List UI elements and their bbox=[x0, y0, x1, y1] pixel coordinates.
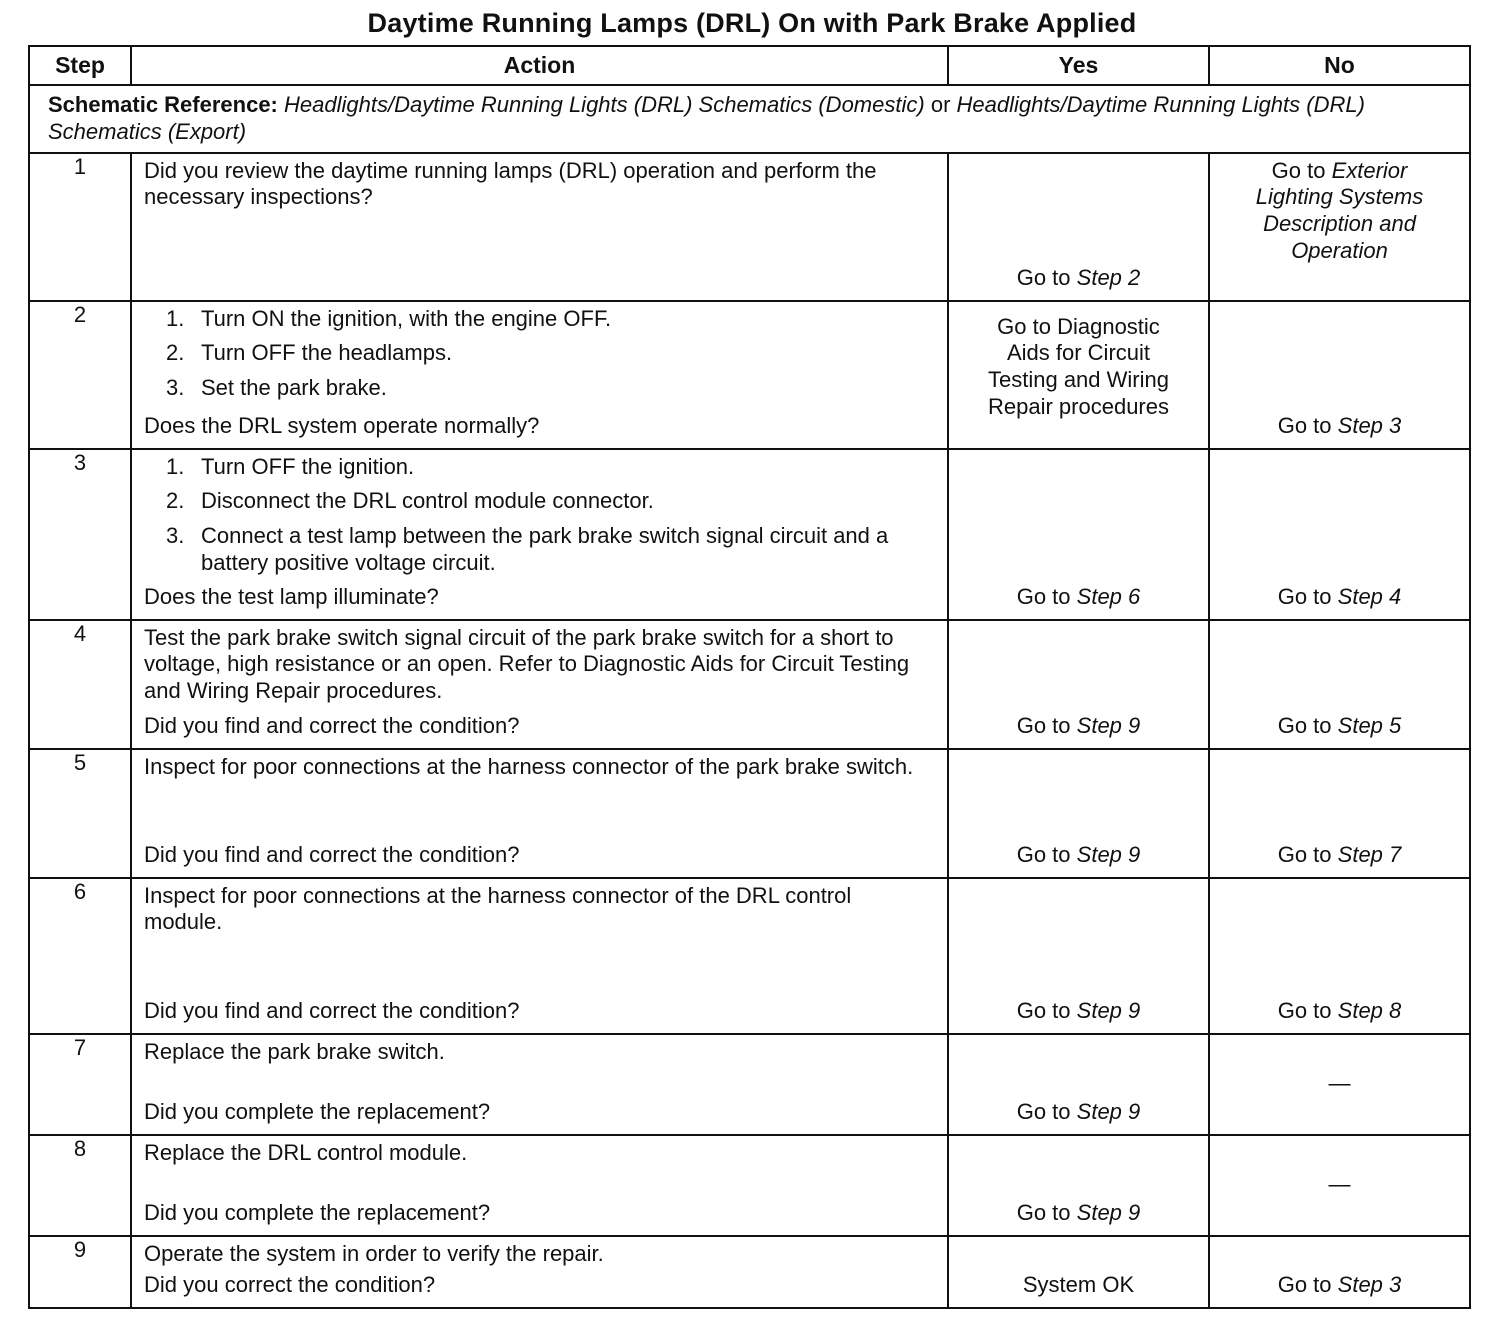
yes-cell bbox=[948, 153, 1209, 301]
step-number: 4 bbox=[29, 620, 131, 749]
yes-answer: Go to Step 2 bbox=[1016, 264, 1141, 290]
no-step-link[interactable]: Step 7 bbox=[1337, 841, 1402, 867]
schematic-reference-domestic: Headlights/Daytime Running Lights (DRL) Schematics (Domestic) bbox=[284, 92, 925, 117]
no-reference-link[interactable]: Exterior Lighting Systems Description and Operation bbox=[1255, 157, 1424, 264]
action-cell bbox=[131, 749, 948, 878]
no-cell bbox=[1209, 301, 1470, 449]
yes-step-link[interactable]: Step 9 bbox=[1076, 712, 1141, 738]
step-number: 9 bbox=[29, 1236, 131, 1308]
action-steps-list bbox=[144, 454, 935, 577]
list-item: 1. Turn ON the ignition, with the engine OFF. bbox=[166, 305, 612, 331]
action-cell bbox=[131, 878, 948, 1034]
table-row-step-8 bbox=[29, 1135, 1470, 1236]
no-cell bbox=[1209, 153, 1470, 301]
action-question: Does the test lamp illuminate? bbox=[144, 583, 439, 609]
table-row-step-3 bbox=[29, 449, 1470, 620]
no-answer: Go to Step 3 bbox=[1277, 412, 1402, 438]
action-text: Inspect for poor connections at the harness connector of the DRL control module. bbox=[144, 882, 852, 935]
no-answer: Go to Step 3 bbox=[1277, 1271, 1402, 1297]
no-cell bbox=[1209, 449, 1470, 620]
no-step-link[interactable]: Step 3 bbox=[1337, 412, 1402, 438]
table-row-step-4 bbox=[29, 620, 1470, 749]
yes-step-link[interactable]: Step 9 bbox=[1076, 1098, 1141, 1124]
yes-cell bbox=[948, 301, 1209, 449]
table-row-step-1 bbox=[29, 153, 1470, 301]
yes-cell bbox=[948, 1135, 1209, 1236]
step-number: 3 bbox=[29, 449, 131, 620]
step-number: 7 bbox=[29, 1034, 131, 1135]
action-cell bbox=[131, 620, 948, 749]
no-step-link[interactable]: Step 5 bbox=[1337, 712, 1402, 738]
action-question: Did you complete the replacement? bbox=[144, 1098, 491, 1124]
header-step: Step bbox=[29, 46, 131, 85]
table-row-step-7 bbox=[29, 1034, 1470, 1135]
yes-cell bbox=[948, 749, 1209, 878]
action-question: Did you complete the replacement? bbox=[144, 1199, 491, 1225]
action-question: Did you find and correct the condition? bbox=[144, 841, 520, 867]
no-answer: Go to Step 5 bbox=[1277, 712, 1402, 738]
list-item: 2. Disconnect the DRL control module connector. bbox=[166, 488, 654, 514]
action-text: Inspect for poor connections at the harness connector of the park brake switch. bbox=[144, 753, 914, 779]
action-text: Test the park brake switch signal circuit of the park brake switch for a short to voltage, high resistance or an open. Refer to Diagnostic Aids for Circuit Testing and Wiring Repair procedures. bbox=[144, 624, 910, 704]
no-answer-dash: — bbox=[1328, 1070, 1351, 1096]
action-question: Did you correct the condition? bbox=[144, 1271, 436, 1297]
schematic-reference-export: Headlights/Daytime Running Lights (DRL) Schematics (Export) bbox=[48, 92, 1365, 144]
action-cell bbox=[131, 153, 948, 301]
diagnostic-table bbox=[28, 45, 1471, 1309]
step-number: 1 bbox=[29, 153, 131, 301]
header-action: Action bbox=[131, 46, 948, 85]
action-question: Does the DRL system operate normally? bbox=[144, 412, 540, 438]
yes-answer[interactable]: Go to Diagnostic Aids for Circuit Testing and Wiring Repair procedures bbox=[988, 313, 1169, 420]
no-cell bbox=[1209, 1034, 1470, 1135]
yes-cell bbox=[948, 449, 1209, 620]
schematic-reference-row bbox=[29, 85, 1470, 153]
yes-answer: Go to Step 9 bbox=[1016, 712, 1141, 738]
yes-answer: Go to Step 9 bbox=[1016, 997, 1141, 1023]
yes-answer: System OK bbox=[1022, 1271, 1135, 1297]
yes-cell bbox=[948, 620, 1209, 749]
yes-cell bbox=[948, 878, 1209, 1034]
list-item: 1. Turn OFF the ignition. bbox=[166, 453, 415, 479]
step-number: 6 bbox=[29, 878, 131, 1034]
action-cell bbox=[131, 301, 948, 449]
action-text: Replace the park brake switch. bbox=[144, 1038, 445, 1064]
no-cell bbox=[1209, 1135, 1470, 1236]
yes-cell bbox=[948, 1236, 1209, 1308]
list-item: 3. Set the park brake. bbox=[166, 375, 387, 401]
schematic-reference-or: or bbox=[930, 92, 951, 117]
table-row-step-2 bbox=[29, 301, 1470, 449]
no-step-link[interactable]: Step 3 bbox=[1337, 1271, 1402, 1297]
action-steps-list bbox=[144, 306, 935, 402]
yes-answer: Go to Step 9 bbox=[1016, 1098, 1141, 1124]
action-cell bbox=[131, 1236, 948, 1308]
action-text: Replace the DRL control module. bbox=[144, 1139, 468, 1165]
no-answer: Go to Step 7 bbox=[1277, 841, 1402, 867]
action-cell bbox=[131, 1135, 948, 1236]
yes-step-link[interactable]: Step 6 bbox=[1076, 583, 1141, 609]
yes-cell bbox=[948, 1034, 1209, 1135]
list-item: 3. Connect a test lamp between the park brake switch signal circuit and a battery positive voltage circuit. bbox=[166, 523, 889, 576]
yes-answer: Go to Step 9 bbox=[1016, 1199, 1141, 1225]
action-question: Did you find and correct the condition? bbox=[144, 712, 520, 738]
yes-step-link[interactable]: Step 9 bbox=[1076, 841, 1141, 867]
step-number: 8 bbox=[29, 1135, 131, 1236]
table-header-row bbox=[29, 46, 1470, 85]
no-step-link[interactable]: Step 4 bbox=[1337, 583, 1402, 609]
no-answer: Go to Exterior Lighting Systems Description and Operation bbox=[1255, 157, 1424, 264]
action-text: Operate the system in order to verify the repair. bbox=[144, 1240, 604, 1266]
yes-step-link[interactable]: Step 9 bbox=[1076, 1199, 1141, 1225]
yes-answer: Go to Step 9 bbox=[1016, 841, 1141, 867]
yes-answer: Go to Step 6 bbox=[1016, 583, 1141, 609]
action-question: Did you find and correct the condition? bbox=[144, 997, 520, 1023]
schematic-reference-cell bbox=[29, 85, 1470, 153]
yes-step-link[interactable]: Step 9 bbox=[1076, 997, 1141, 1023]
schematic-reference-label: Schematic Reference: bbox=[48, 92, 278, 117]
action-text: Did you review the daytime running lamps (DRL) operation and perform the necessary inspections? bbox=[144, 157, 877, 210]
no-answer: Go to Step 4 bbox=[1277, 583, 1402, 609]
yes-step-link[interactable]: Step 2 bbox=[1076, 264, 1141, 290]
action-cell bbox=[131, 449, 948, 620]
table-row-step-6 bbox=[29, 878, 1470, 1034]
header-no: No bbox=[1209, 46, 1470, 85]
no-step-link[interactable]: Step 8 bbox=[1337, 997, 1402, 1023]
no-answer: Go to Step 8 bbox=[1277, 997, 1402, 1023]
no-answer-dash: — bbox=[1328, 1171, 1351, 1197]
table-row-step-5 bbox=[29, 749, 1470, 878]
page-title: Daytime Running Lamps (DRL) On with Park Brake Applied bbox=[367, 8, 1137, 38]
no-cell bbox=[1209, 749, 1470, 878]
no-cell bbox=[1209, 1236, 1470, 1308]
step-number: 2 bbox=[29, 301, 131, 449]
action-cell bbox=[131, 1034, 948, 1135]
no-cell bbox=[1209, 620, 1470, 749]
step-number: 5 bbox=[29, 749, 131, 878]
header-yes: Yes bbox=[948, 46, 1209, 85]
list-item: 2. Turn OFF the headlamps. bbox=[166, 340, 453, 366]
table-row-step-9 bbox=[29, 1236, 1470, 1308]
no-cell bbox=[1209, 878, 1470, 1034]
